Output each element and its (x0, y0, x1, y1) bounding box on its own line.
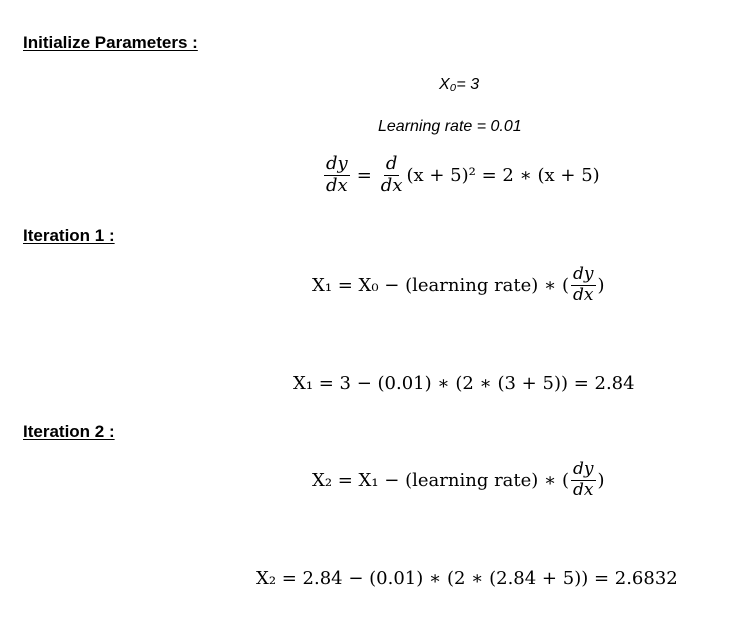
iteration1-calculation: X₁ = 3 − (0.01) ∗ (2 ∗ (3 + 5)) = 2.84 (293, 373, 635, 394)
fraction-denominator: dx (573, 479, 594, 500)
iteration2-calculation: X₂ = 2.84 − (0.01) ∗ (2 ∗ (2.84 + 5)) = 2.6832 (256, 568, 678, 589)
fraction-numerator: dy (573, 459, 594, 479)
iteration2-heading: Iteration 2 : (23, 422, 115, 441)
dy-dx-fraction (571, 266, 596, 305)
iteration1-formula (312, 266, 605, 305)
fraction-numerator: dy (573, 264, 594, 284)
fraction-denominator: dx (326, 174, 348, 196)
dy-dx-fraction (324, 155, 350, 196)
fraction-denominator: dx (380, 174, 403, 196)
iteration2-formula (312, 461, 605, 500)
fraction-denominator: dx (573, 284, 594, 305)
fraction-numerator: d (385, 153, 398, 174)
formula-close: ) (597, 274, 605, 296)
derivative-rhs: (x + 5)² = 2 ∗ (x + 5) (406, 164, 600, 186)
dy-dx-fraction (571, 461, 596, 500)
formula-lhs: X₂ = X₁ − (learning rate) ∗ ( (312, 469, 570, 491)
d-dx-fraction (379, 155, 405, 196)
derivative-equation (322, 155, 600, 196)
formula-lhs: X₁ = X₀ − (learning rate) ∗ ( (312, 274, 570, 296)
formula-close: ) (597, 469, 605, 491)
equals-sign: = (356, 164, 372, 186)
x0-value: X₀= 3 (439, 76, 480, 93)
init-heading: Initialize Parameters : (23, 33, 198, 52)
learning-rate-value: Learning rate = 0.01 (378, 118, 522, 135)
fraction-numerator: dy (326, 153, 348, 174)
iteration1-heading: Iteration 1 : (23, 226, 115, 245)
